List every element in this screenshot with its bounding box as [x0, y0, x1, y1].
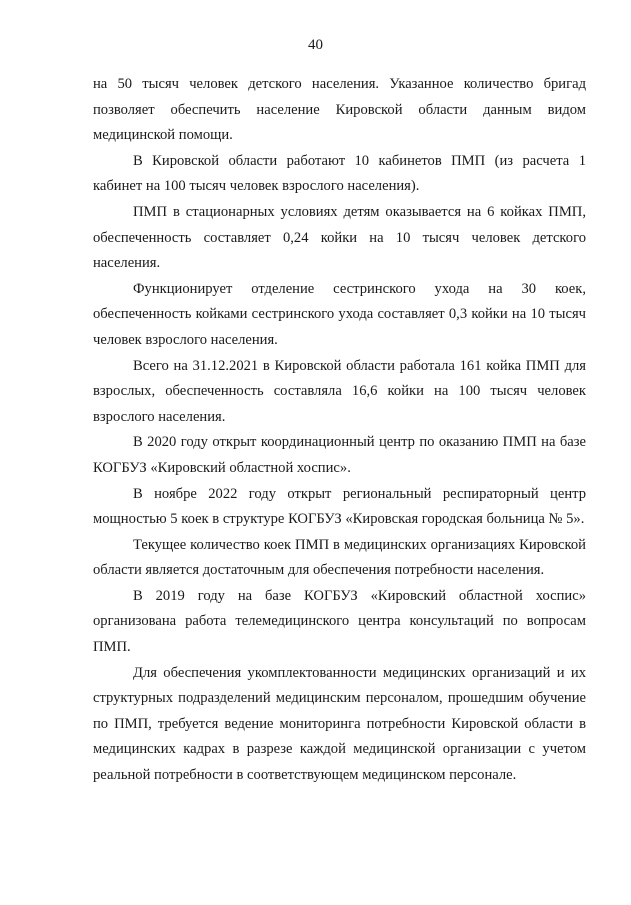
paragraph-telemedicine: В 2019 году на базе КОГБУЗ «Кировский областной хоспис» организована работа телемедицинского центра консультаций по вопросам ПМП. — [93, 587, 586, 656]
page-number: 40 — [308, 37, 323, 53]
paragraph-children-beds: ПМП в стационарных условиях детям оказывается на 6 койках ПМП, обеспеченность составляет 0,24 койки на 10 тысяч человек детского населения. — [93, 203, 586, 272]
paragraph-respiratory-center: В ноябре 2022 году открыт региональный респираторный центр мощностью 5 коек в структуре КОГБУЗ «Кировская городская больница № 5». — [93, 485, 586, 528]
paragraph-continuation: на 50 тысяч человек детского населения. Указанное количество бригад позволяет обеспечить население Кировской области данным видом медицинской помощи. — [93, 76, 586, 144]
paragraph-bed-sufficiency: Текущее количество коек ПМП в медицинских организациях Кировской области является достаточным для обеспечения потребности населения. — [93, 536, 586, 579]
paragraph-adult-beds: Всего на 31.12.2021 в Кировской области работала 161 койка ПМП для взрослых, обеспеченность составляла 16,6 койки на 100 тысяч человек взрослого населения. — [93, 357, 586, 425]
document-body — [93, 72, 586, 789]
paragraph-coordination-center: В 2020 году открыт координационный центр по оказанию ПМП на базе КОГБУЗ «Кировский областной хоспис». — [93, 434, 586, 476]
paragraph-cabinets: В Кировской области работают 10 кабинетов ПМП (из расчета 1 кабинет на 100 тысяч человек взрослого населения). — [93, 152, 586, 195]
paragraph-staffing-monitoring: Для обеспечения укомплектованности медицинских организаций и их структурных подразделений медицинским персоналом, прошедшим обучение по ПМП, требуется ведение мониторинга потребности Кировской области в медицинских кадрах в разрезе каждой медицинской организации с учетом реальной потребности в соответствующем медицинском персонале. — [93, 664, 586, 784]
paragraph-nursing-care: Функционирует отделение сестринского ухода на 30 коек, обеспеченность койками сестринского ухода составляет 0,3 койки на 10 тысяч человек взрослого населения. — [93, 280, 586, 348]
